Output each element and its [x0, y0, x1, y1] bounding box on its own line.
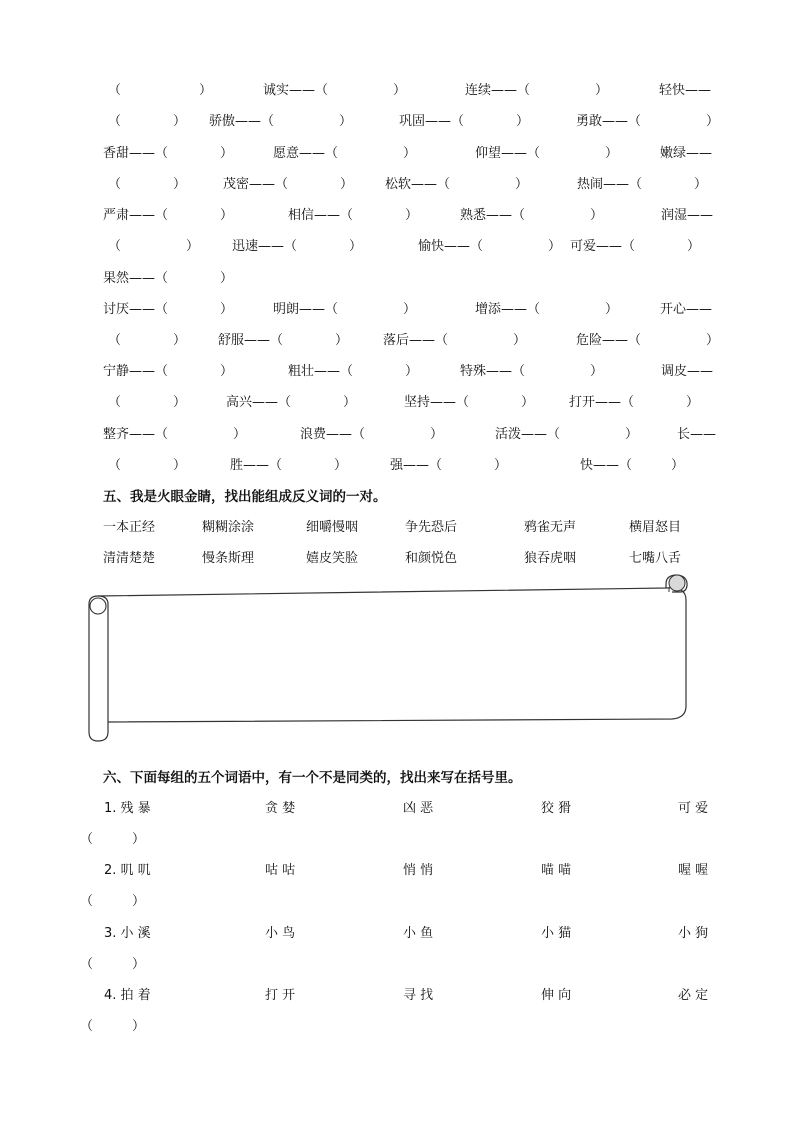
antonym-item: 高兴——（ ） [226, 395, 357, 410]
idiom-item: 争先恐后 [405, 520, 458, 535]
idiom-item: 细嚼慢咽 [306, 520, 359, 535]
antonym-item: 强——（ ） [390, 458, 508, 473]
antonym-item: 增添——（ ） [475, 302, 619, 317]
antonym-item: 愿意——（ ） [273, 146, 417, 161]
idiom-item: 鸦雀无声 [524, 520, 577, 535]
word-option: 小 鱼 [403, 926, 434, 941]
antonym-item: 诚实——（ ） [263, 83, 407, 98]
word-option: 2. 叽 叽 [104, 863, 151, 878]
word-option: 1. 残 暴 [104, 801, 151, 816]
antonym-item: （ ） [108, 333, 187, 348]
antonym-item: 迅速——（ ） [232, 239, 363, 254]
antonym-item: 松软——（ ） [385, 177, 529, 192]
idiom-item: 横眉怒目 [629, 520, 682, 535]
antonym-item: （ ） [108, 114, 187, 129]
word-option: 寻 找 [403, 988, 434, 1003]
word-option: 喔 喔 [678, 863, 709, 878]
section-5-title: 五、我是火眼金睛，找出能组成反义词的一对。 [103, 489, 387, 505]
antonym-item: 落后——（ ） [383, 333, 527, 348]
idiom-item: 一本正经 [103, 520, 156, 535]
idiom-item: 清清楚楚 [103, 551, 156, 566]
word-option: 咕 咕 [265, 863, 296, 878]
word-option: 喵 喵 [541, 863, 572, 878]
antonym-item: 嫩绿—— [660, 146, 713, 161]
antonym-item: 骄傲——（ ） [209, 114, 353, 129]
word-option: 凶 恶 [403, 801, 434, 816]
antonym-item: 茂密——（ ） [223, 177, 354, 192]
antonym-item: 讨厌——（ ） [103, 302, 234, 317]
idiom-item: 七嘴八舌 [629, 551, 682, 566]
antonym-item: 轻快—— [659, 83, 712, 98]
idiom-item: 糊糊涂涂 [202, 520, 255, 535]
word-option: 悄 悄 [403, 863, 434, 878]
word-option: 4. 拍 着 [104, 988, 151, 1003]
antonym-item: （ ） [108, 83, 213, 98]
antonym-item: 开心—— [660, 302, 713, 317]
antonym-item: 熟悉——（ ） [460, 208, 604, 223]
answer-parentheses[interactable]: （ ） [80, 957, 146, 972]
antonym-item: 仰望——（ ） [475, 146, 619, 161]
answer-parentheses[interactable]: （ ） [80, 894, 146, 909]
antonym-item: 愉快——（ ） [418, 239, 562, 254]
antonym-item: （ ） [108, 395, 187, 410]
antonym-item: （ ） [108, 458, 187, 473]
antonym-item: 明朗——（ ） [273, 302, 417, 317]
word-option: 伸 向 [541, 988, 572, 1003]
antonym-item: 宁静——（ ） [103, 364, 234, 379]
idiom-item: 慢条斯理 [202, 551, 255, 566]
word-option: 小 狗 [678, 926, 709, 941]
word-option: 打 开 [265, 988, 296, 1003]
antonym-item: 整齐——（ ） [103, 427, 247, 442]
antonym-item: 打开——（ ） [569, 395, 700, 410]
antonym-item: 浪费——（ ） [300, 427, 444, 442]
antonym-item: 舒服——（ ） [218, 333, 349, 348]
antonym-item: 坚持——（ ） [404, 395, 535, 410]
antonym-item: 胜——（ ） [230, 458, 348, 473]
antonym-item: 可爱——（ ） [570, 239, 701, 254]
word-option: 小 鸟 [265, 926, 296, 941]
antonym-item: 香甜——（ ） [103, 146, 234, 161]
antonym-item: 严肃——（ ） [103, 208, 234, 223]
word-option: 小 猫 [541, 926, 572, 941]
antonym-item: 连续——（ ） [465, 83, 609, 98]
antonym-item: 粗壮——（ ） [288, 364, 419, 379]
antonym-item: 果然——（ ） [103, 271, 234, 286]
idiom-item: 嬉皮笑脸 [306, 551, 359, 566]
word-option: 狡 猾 [541, 801, 572, 816]
antonym-item: 润湿—— [661, 208, 714, 223]
idiom-item: 和颜悦色 [405, 551, 458, 566]
idiom-item: 狼吞虎咽 [524, 551, 577, 566]
antonym-item: （ ） [108, 239, 200, 254]
antonym-item: 巩固——（ ） [399, 114, 530, 129]
word-option: 必 定 [678, 988, 709, 1003]
antonym-item: 快——（ ） [580, 458, 685, 473]
section-6-title: 六、下面每组的五个词语中，有一个不是同类的，找出来写在括号里。 [103, 770, 522, 786]
antonym-item: 长—— [677, 427, 717, 442]
answer-parentheses[interactable]: （ ） [80, 832, 146, 847]
antonym-item: 勇敢——（ ） [576, 114, 720, 129]
antonym-item: 危险——（ ） [576, 333, 720, 348]
word-option: 贪 婪 [265, 801, 296, 816]
antonym-item: 调皮—— [661, 364, 714, 379]
word-option: 3. 小 溪 [104, 926, 151, 941]
word-option: 可 爱 [678, 801, 709, 816]
antonym-item: 相信——（ ） [288, 208, 419, 223]
answer-parentheses[interactable]: （ ） [80, 1019, 146, 1034]
antonym-item: 活泼——（ ） [495, 427, 639, 442]
antonym-item: （ ） [108, 177, 187, 192]
antonym-item: 热闹——（ ） [577, 177, 708, 192]
antonym-item: 特殊——（ ） [460, 364, 604, 379]
